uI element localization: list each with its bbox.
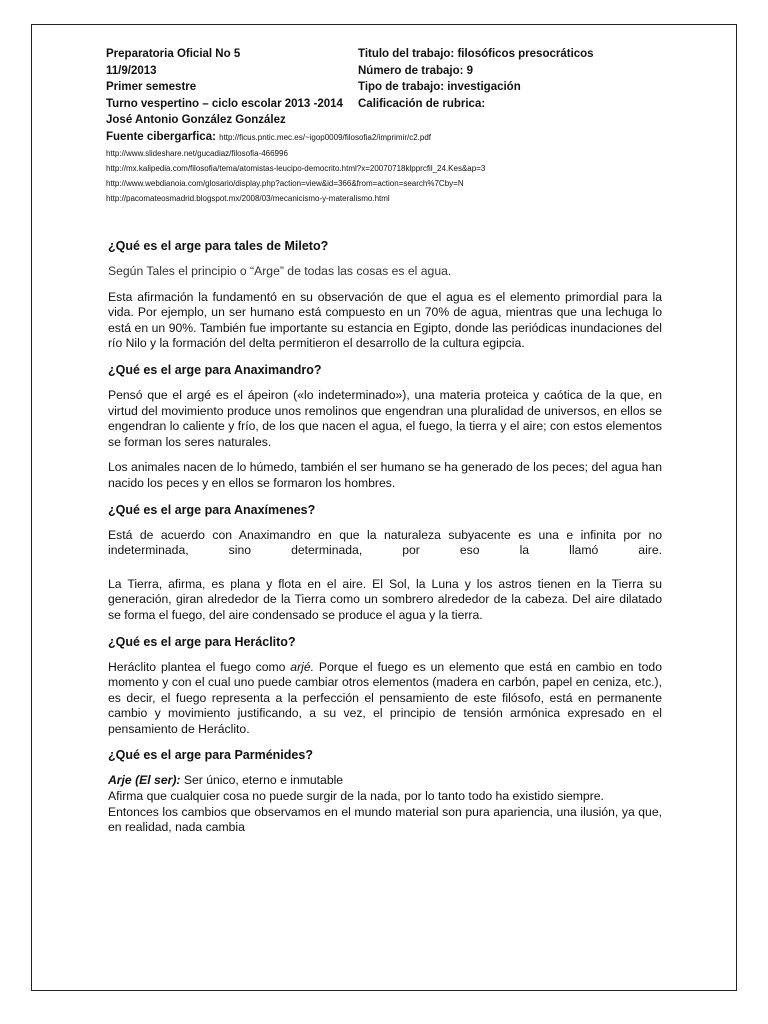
paragraph <box>108 660 662 738</box>
document-body <box>108 238 662 836</box>
section-heading-heraclito: ¿Qué es el arge para Heráclito? <box>108 634 296 649</box>
semester: Primer semestre <box>106 81 197 93</box>
date: 11/9/2013 <box>106 64 157 77</box>
source-link[interactable]: http://www.slideshare.net/gucadiaz/filosofia-466996 <box>106 149 288 158</box>
paragraph: Afirma que cualquier cosa no puede surgir de la nada, por lo tanto todo ha existido siempre. <box>108 789 604 804</box>
header-row <box>106 46 666 63</box>
source-link[interactable]: http://www.webdianoia.com/glosario/display.php?action=view&id=366&from=action=search%7Cby=N <box>106 179 464 188</box>
paragraph: Está de acuerdo con Anaximandro en que la naturaleza subyacente es una e infinita por no indeterminada, sino determinada, por eso la llamó aire. <box>108 527 662 558</box>
paragraph: Entonces los cambios que observamos en el mundo material son pura apariencia, una ilusión, ya que, en realidad, nada cambia <box>108 804 662 835</box>
header-row <box>106 63 666 80</box>
paragraph: Los animales nacen de lo húmedo, también el ser humano se ha generado de los peces; del agua han nacido los peces y en ellos se formaron los hombres. <box>108 460 662 490</box>
arje-label: Arje (El ser): <box>108 773 181 788</box>
text-span: Ser único, eterno e inmutable <box>180 773 344 788</box>
section-heading-anaximenes: ¿Qué es el arge para Anaxímenes? <box>108 502 316 517</box>
source-link[interactable]: http://pacomateosmadrid.blogspot.mx/2008/03/mecanicismo-y-materalismo.html <box>106 194 390 203</box>
paragraph: Según Tales el principio o “Arge” de todas las cosas es el agua. <box>108 264 452 278</box>
paragraph: Esta afirmación la fundamentó en su observación de que el agua es el elemento primordial para la vida. Por ejemplo, un ser humano está compuesto en un 70% de agua, mientras que una lechuga lo está en un 90%. También fue importante su estancia en Egipto, donde las periódicas inundaciones del río Nilo y la formación del delta permitieron el desarrollo de la cultura egipcia. <box>108 289 662 351</box>
emphasis: arjé. <box>290 659 315 674</box>
sources-line <box>106 129 666 147</box>
section-heading-tales: ¿Qué es el arge para tales de Mileto? <box>108 239 329 253</box>
section-heading-anaximandro: ¿Qué es el arge para Anaximandro? <box>108 362 322 377</box>
paragraph <box>108 773 662 789</box>
grade: Calificación de rubrica: <box>358 97 486 110</box>
source-link[interactable]: http://mx.kalipedia.com/filosofia/tema/atomistas-leucipo-democrito.html?x=20070718klpprcfil_24.Kes&ap=3 <box>106 164 486 173</box>
source-link[interactable]: http://ficus.pntic.mec.es/~igop0009/filosofia2/imprimir/c2.pdf <box>219 132 432 142</box>
author: José Antonio González González <box>106 114 286 126</box>
text-span: Porque el fuego es un elemento que está en cambio en todo momento y con el cual uno puede cambiar otros elementos (madera en carbón, papel en ceniza, etc.), es decir, el fuego representa a la perfección el pensamiento de este filósofo, está en permanente cambio y movimiento justificando, a su vez, el principio de tensión armónica expresado en el pensamiento de Heráclito. <box>108 659 662 736</box>
work-type: Tipo de trabajo: investigación <box>358 81 521 93</box>
document-header <box>106 46 666 206</box>
header-row <box>106 79 666 96</box>
work-title: Titulo del trabajo: filosóficos presocráticos <box>358 48 594 60</box>
paragraph: La Tierra, afirma, es plana y flota en el aire. El Sol, la Luna y los astros tienen en la Tierra su generación, giran alrededor de la Tierra como un sombrero alrededor de la cabeza. Del aire dilatado se forma el fuego, del aire condensado se produce el agua y la tierra. <box>108 576 662 622</box>
text-span: Heráclito plantea el fuego como <box>108 659 291 674</box>
header-row <box>106 96 666 113</box>
sources-label: Fuente cibergarfica: <box>106 130 216 143</box>
shift: Turno vespertino – ciclo escolar 2013 -2014 <box>106 97 343 110</box>
section-heading-parmenides: ¿Qué es el arge para Parménides? <box>108 748 313 763</box>
school-name: Preparatoria Oficial No 5 <box>106 48 241 60</box>
work-number: Número de trabajo: 9 <box>358 64 474 77</box>
paragraph: Pensó que el argé es el ápeiron («lo indeterminado»), una materia proteica y caótica de la que, en virtud del movimiento produce unos remolinos que engendran una pluralidad de universos, en ellos se engendran lo caliente y frío, de los que nacen el agua, el fuego, la tierra y el aire; con estos elementos se forman los seres naturales. <box>108 387 662 449</box>
